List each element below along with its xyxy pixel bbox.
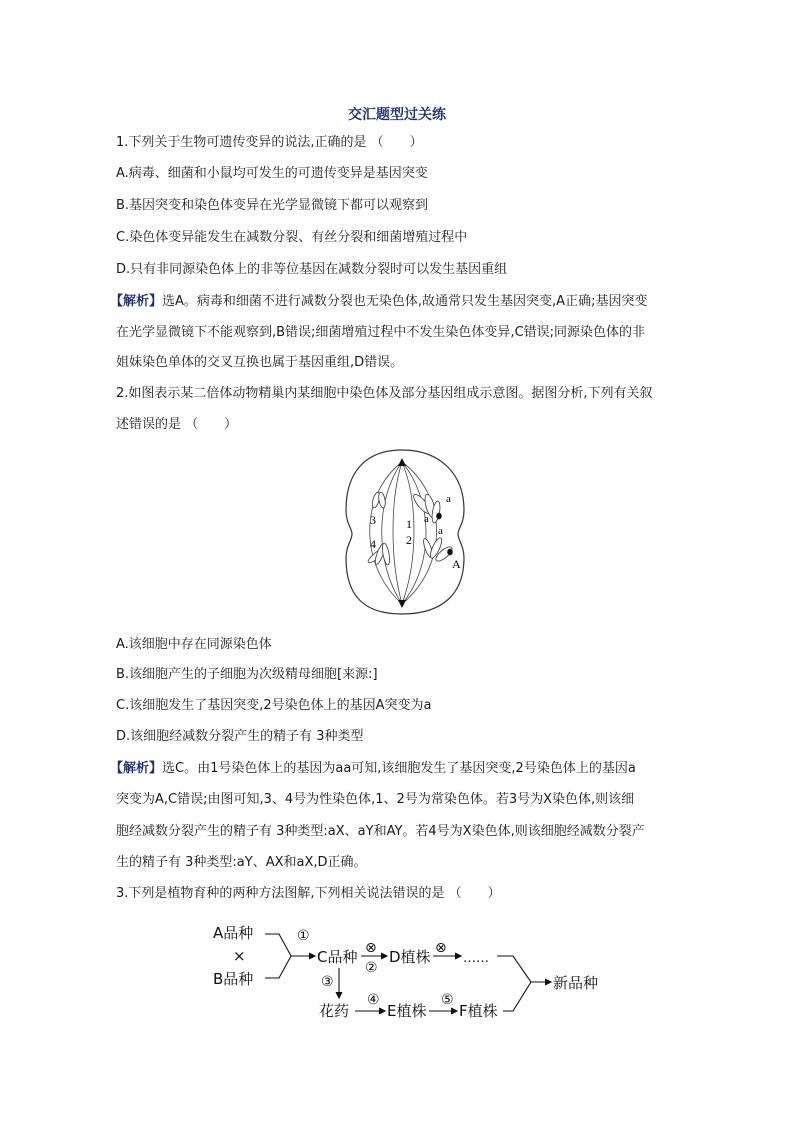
q2-explanation-line-1: 【解析】选C。由1号染色体上的基因为aa可知,该细胞发生了基因突变,2号染色体上的基因a [110,761,636,776]
label-4: 4 [370,537,376,551]
chromosome-2 [422,537,454,564]
step-2: ② [365,960,378,976]
cell-division-figure [340,444,470,620]
gene-label-A: A [452,557,461,571]
step-3: ③ [321,974,334,990]
q2-stem-line-1: 2.如图表示某二倍体动物精巢内某细胞中染色体及部分基因组成示意图。据图分析,下列有关叙 [116,386,653,401]
breeding-diagram [205,916,625,1028]
gene-label-a-1: a [446,493,451,505]
selfing-sign-2: ⊗ [435,940,447,956]
q3-stem: 3.下列是植物育种的两种方法图解,下列相关说法错误的是 （ ） [116,886,501,901]
q2-explanation-tag: 【解析】 [110,761,163,776]
chromosome-3 [371,491,386,508]
dots: …… [463,951,489,966]
b-variety: B品种 [213,970,254,988]
a-variety: A品种 [213,924,254,942]
q1-explanation-tag: 【解析】 [110,294,163,309]
q1-option-a: A.病毒、细菌和小鼠均可发生的可遗传变异是基因突变 [116,166,428,181]
cell-membrane [346,450,464,614]
anther: 花药 [319,1002,350,1020]
top-pole [398,458,406,466]
f-plant: F植株 [459,1002,498,1020]
d-plant: D植株 [389,948,431,966]
q2-option-a: A.该细胞中存在同源染色体 [116,637,272,652]
q1-option-d: D.只有非同源染色体上的非等位基因在减数分裂时可以发生基因重组 [116,262,508,277]
q2-explanation-line-3: 胞经减数分裂产生的精子有 3种类型:aX、aY和AY。若4号为X染色体,则该细胞经减数分裂产 [116,824,645,839]
step-1: ① [297,928,310,944]
step-4: ④ [367,992,380,1008]
gene-label-a-3: a [438,525,443,537]
gene-label-a-2: a [424,513,429,525]
c-variety: C品种 [317,948,358,966]
q1-option-b: B.基因突变和染色体变异在光学显微镜下都可以观察到 [116,198,429,213]
e-plant: E植株 [387,1002,427,1020]
q2-explanation-line-2: 突变为A,C错误;由图可知,3、4号为性染色体,1、2号为常染色体。若3号为X染色体,则该细 [116,792,635,807]
selfing-sign-1: ⊗ [365,940,377,956]
label-2: 2 [406,533,412,547]
bottom-pole [398,600,406,608]
cross-sign: × [233,947,246,965]
q2-option-b: B.该细胞产生的子细胞为次级精母细胞[来源:] [116,667,378,682]
q1-explanation-line-1: 【解析】选A。病毒和细菌不进行减数分裂也无染色体,故通常只发生基因突变,A正确;基因突变 [110,294,648,309]
q1-explanation-line-2: 在光学显微镜下不能观察到,B错误;细菌增殖过程中不发生染色体变异,C错误;同源染色体的非 [116,325,646,340]
q2-explanation-line-4: 生的精子有 3种类型:aY、AX和aX,D正确。 [116,855,367,870]
q2-option-d: D.该细胞经减数分裂产生的精子有 3种类型 [116,729,364,744]
new-variety: 新品种 [553,974,599,992]
q1-explanation-line-3: 姐妹染色单体的交叉互换也属于基因重组,D错误。 [116,355,404,370]
q2-stem-line-2: 述错误的是 （ ） [116,417,238,432]
q1-stem: 1.下列关于生物可遗传变异的说法,正确的是 （ ） [116,135,423,150]
q1-option-c: C.染色体变异能发生在减数分裂、有丝分裂和细菌增殖过程中 [116,230,468,245]
q2-option-c: C.该细胞发生了基因突变,2号染色体上的基因A突变为a [116,698,432,713]
page-title: 交汇题型过关练 [348,107,446,123]
spindle-fibers [370,462,437,604]
step-5: ⑤ [441,992,454,1008]
label-3: 3 [370,513,376,527]
label-1: 1 [406,517,412,531]
